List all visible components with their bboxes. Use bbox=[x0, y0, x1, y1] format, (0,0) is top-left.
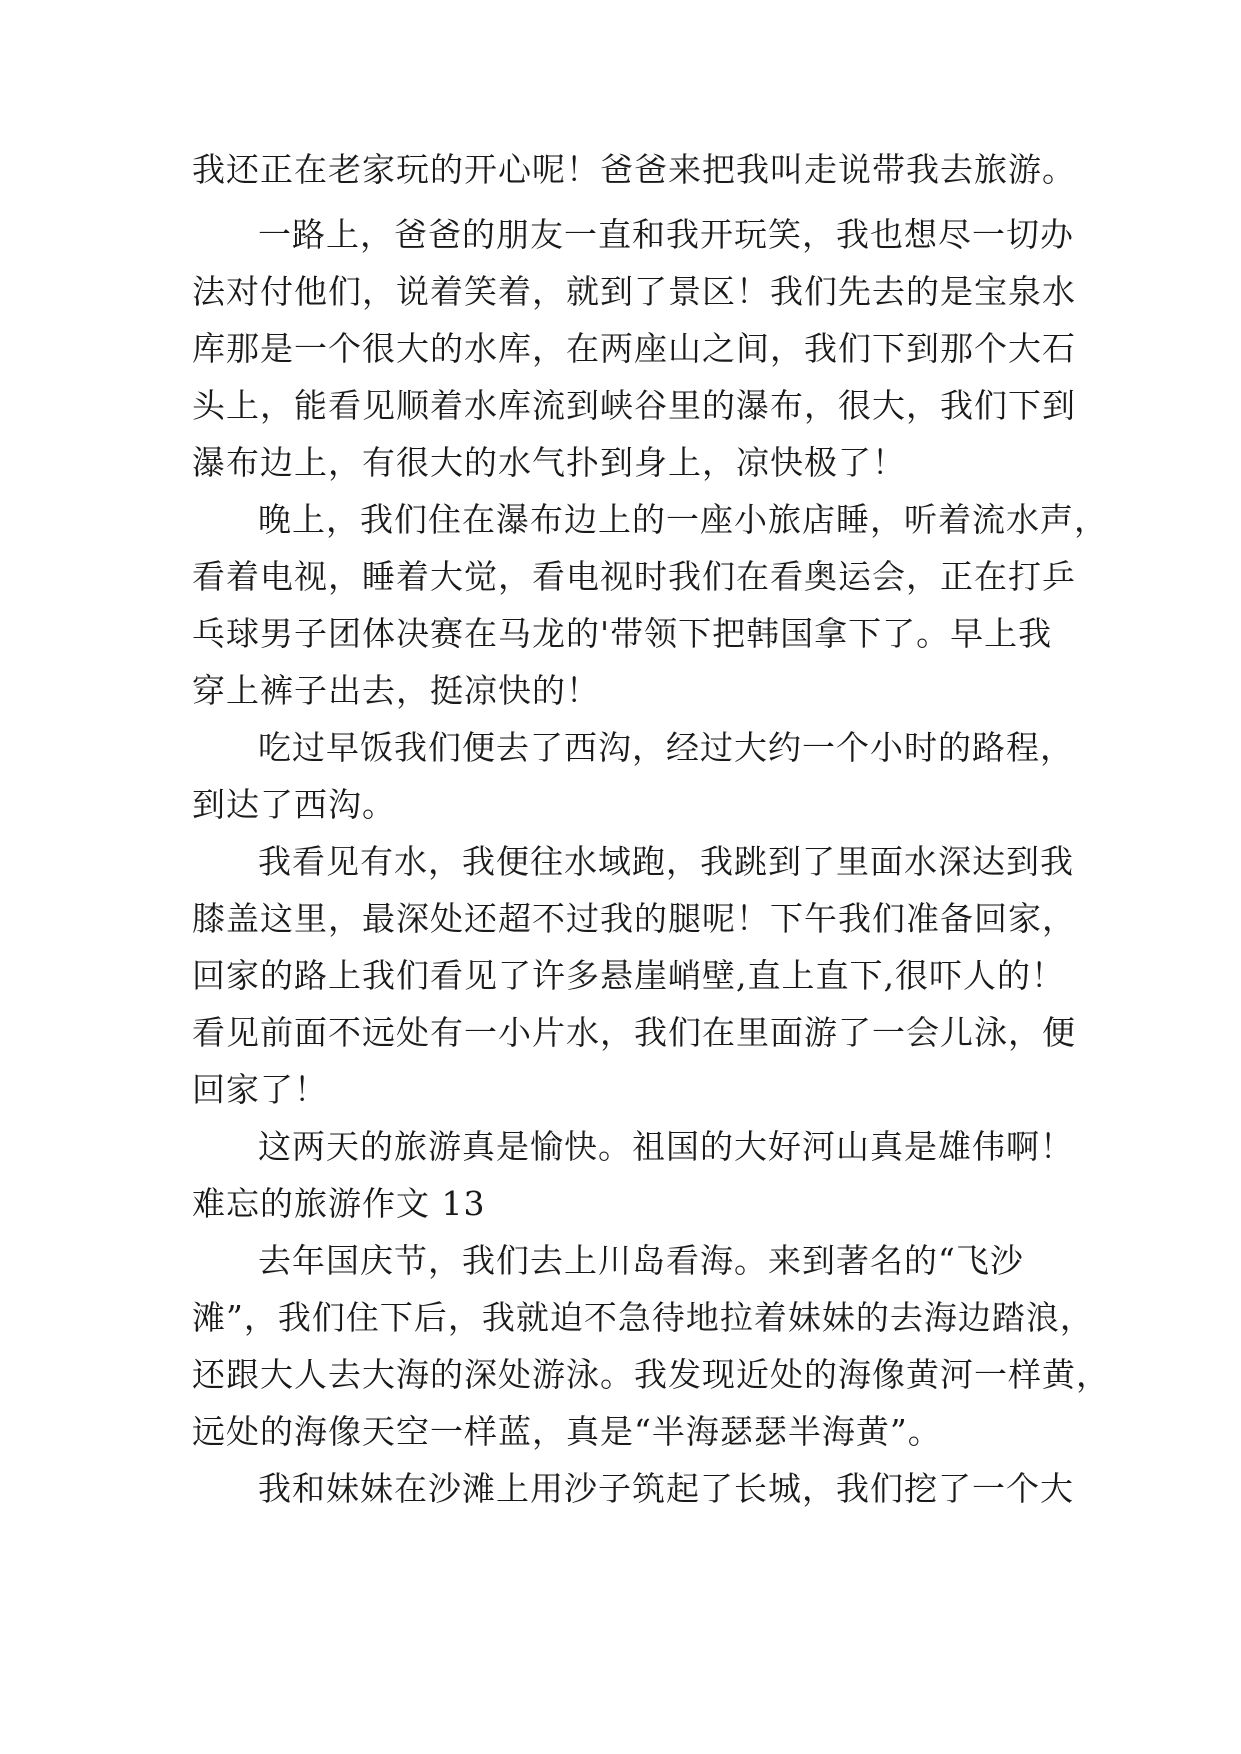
paragraph-start-line: 去年国庆节，我们去上川岛看海。来到著名的“飞沙 bbox=[258, 1241, 1024, 1280]
text-line: 滩”，我们住下后，我就迫不急待地拉着妹妹的去海边踏浪， bbox=[192, 1298, 1094, 1337]
text-line: 我还正在老家玩的开心呢！爸爸来把我叫走说带我去旅游。 bbox=[192, 150, 1076, 189]
text-line: 穿上裤子出去，挺凉快的！ bbox=[192, 671, 600, 710]
text-line: 到达了西沟。 bbox=[192, 785, 396, 824]
text-line: 头上，能看见顺着水库流到峡谷里的瀑布，很大，我们下到 bbox=[192, 386, 1076, 425]
text-line: 看见前面不远处有一小片水，我们在里面游了一会儿泳，便 bbox=[192, 1013, 1076, 1052]
paragraph-start-line: 这两天的旅游真是愉快。祖国的大好河山真是雄伟啊！ bbox=[258, 1127, 1074, 1166]
text-line: 看着电视，睡着大觉，看电视时我们在看奥运会，正在打乒 bbox=[192, 557, 1076, 596]
paragraph-start-line: 一路上，爸爸的朋友一直和我开玩笑，我也想尽一切办 bbox=[258, 215, 1074, 254]
text-line: 还跟大人去大海的深处游泳。我发现近处的海像黄河一样黄， bbox=[192, 1355, 1110, 1394]
text-line: 远处的海像天空一样蓝，真是“半海瑟瑟半海黄”。 bbox=[192, 1412, 942, 1451]
text-line: 回家的路上我们看见了许多悬崖峭壁,直上直下,很吓人的！ bbox=[192, 956, 1065, 995]
paragraph-start-line: 晚上，我们住在瀑布边上的一座小旅店睡，听着流水声， bbox=[258, 500, 1108, 539]
section-heading: 难忘的旅游作文 13 bbox=[192, 1184, 486, 1223]
text-line: 瀑布边上，有很大的水气扑到身上，凉快极了！ bbox=[192, 443, 906, 482]
text-line: 法对付他们，说着笑着，就到了景区！我们先去的是宝泉水 bbox=[192, 272, 1076, 311]
text-line: 乓球男子团体决赛在马龙的'带领下把韩国拿下了。早上我 bbox=[192, 614, 1053, 653]
text-line: 膝盖这里，最深处还超不过我的腿呢！下午我们准备回家， bbox=[192, 899, 1076, 938]
paragraph-start-line: 我看见有水，我便往水域跑，我跳到了里面水深达到我 bbox=[258, 842, 1074, 881]
paragraph-start-line: 吃过早饭我们便去了西沟，经过大约一个小时的路程， bbox=[258, 728, 1074, 767]
text-line: 回家了！ bbox=[192, 1070, 328, 1109]
paragraph-start-line: 我和妹妹在沙滩上用沙子筑起了长城，我们挖了一个大 bbox=[258, 1469, 1074, 1508]
text-line: 库那是一个很大的水库，在两座山之间，我们下到那个大石 bbox=[192, 329, 1076, 368]
